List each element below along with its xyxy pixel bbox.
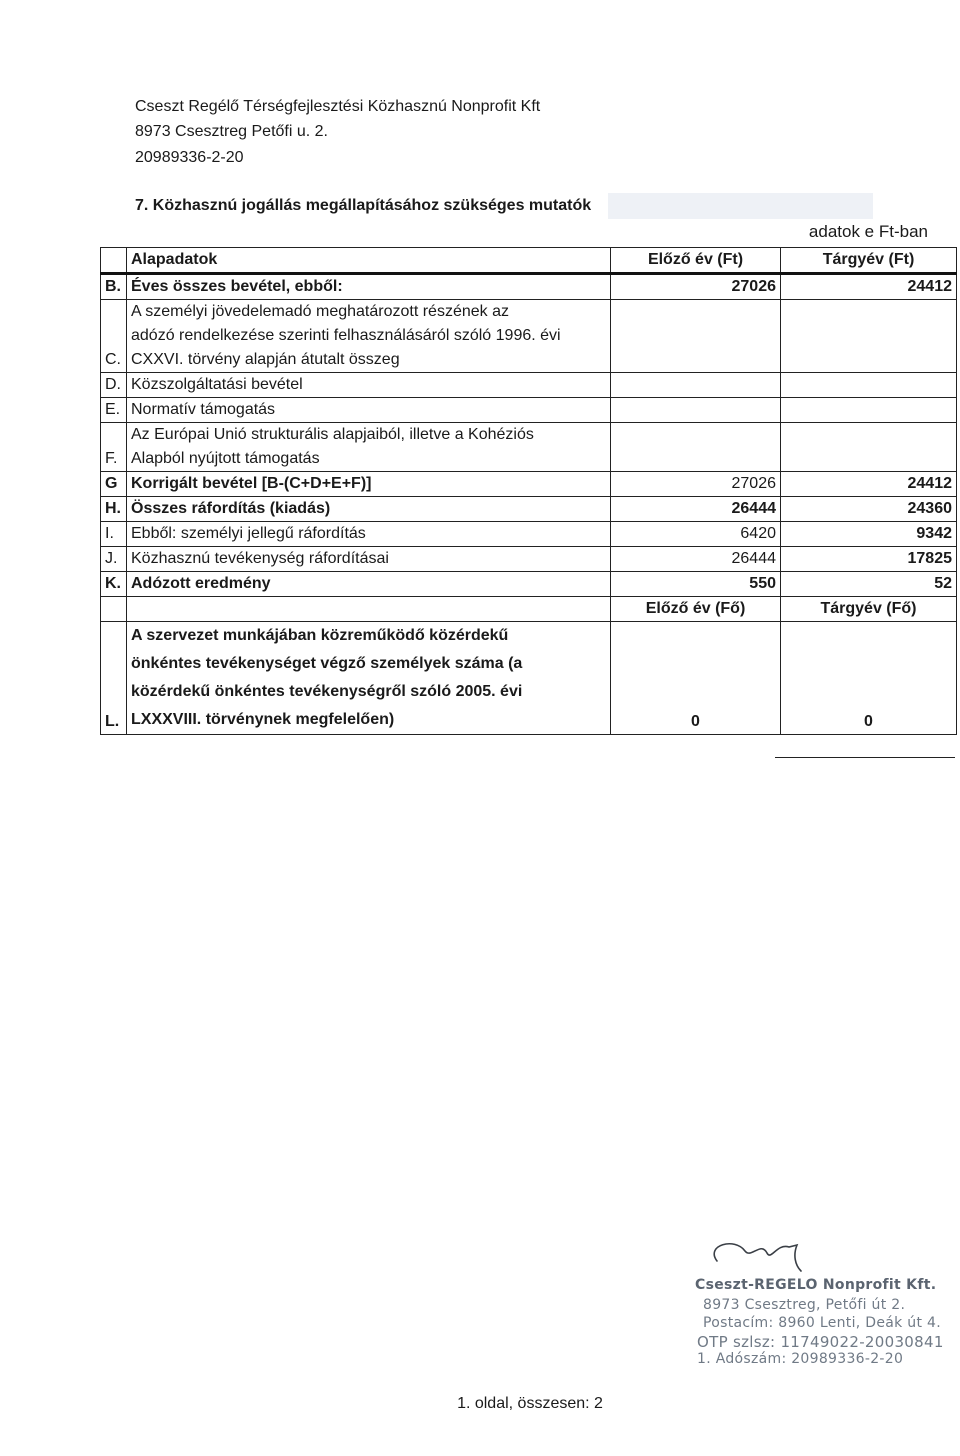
header-label: Alapadatok bbox=[127, 248, 611, 274]
org-tax-id: 20989336-2-20 bbox=[135, 149, 244, 166]
row-label: Éves összes bevétel, ebből: bbox=[127, 274, 611, 300]
table-row-g bbox=[101, 472, 957, 497]
row-code: L. bbox=[101, 622, 127, 735]
row-code: D. bbox=[101, 373, 127, 398]
row-code: I. bbox=[101, 522, 127, 547]
row-code: G bbox=[101, 472, 127, 497]
header-prev-year-persons: Előző év (Fő) bbox=[611, 597, 781, 622]
signature-line bbox=[775, 757, 955, 758]
row-current-value: 24360 bbox=[781, 497, 957, 522]
header-label bbox=[127, 597, 611, 622]
table-row-k bbox=[101, 572, 957, 597]
table-row-l bbox=[101, 622, 957, 735]
row-code: B. bbox=[101, 274, 127, 300]
row-prev-value: 27026 bbox=[611, 274, 781, 300]
row-label: Adózott eredmény bbox=[127, 572, 611, 597]
row-prev-value: 0 bbox=[611, 622, 781, 735]
row-current-value: 9342 bbox=[781, 522, 957, 547]
row-code: F. bbox=[101, 423, 127, 472]
header-current-year-persons: Tárgyév (Fő) bbox=[781, 597, 957, 622]
row-label: Közszolgáltatási bevétel bbox=[127, 373, 611, 398]
org-name: Cseszt Regélő Térségfejlesztési Közhasznú Nonprofit Kft bbox=[135, 98, 541, 115]
company-stamp bbox=[695, 1235, 944, 1385]
table-row-e bbox=[101, 398, 957, 423]
row-current-value: 17825 bbox=[781, 547, 957, 572]
row-current-value bbox=[781, 373, 957, 398]
row-label: Normatív támogatás bbox=[127, 398, 611, 423]
row-prev-value: 550 bbox=[611, 572, 781, 597]
stamp-address: 8973 Csesztreg, Petőfi út 2. bbox=[703, 1297, 906, 1313]
row-prev-value bbox=[611, 373, 781, 398]
page-footer: 1. oldal, összesen: 2 bbox=[457, 1395, 603, 1412]
row-current-value bbox=[781, 423, 957, 472]
table-row-b bbox=[101, 274, 957, 300]
row-current-value bbox=[781, 300, 957, 373]
row-code: E. bbox=[101, 398, 127, 423]
header-current-year: Tárgyév (Ft) bbox=[781, 248, 957, 274]
table-row-h bbox=[101, 497, 957, 522]
row-prev-value bbox=[611, 398, 781, 423]
row-label: Ebből: személyi jellegű ráfordítás bbox=[127, 522, 611, 547]
row-current-value: 0 bbox=[781, 622, 957, 735]
row-prev-value: 6420 bbox=[611, 522, 781, 547]
indicators-table bbox=[100, 247, 957, 735]
stamp-postal-address: Postacím: 8960 Lenti, Deák út 4. bbox=[703, 1315, 941, 1331]
table-header-row bbox=[101, 248, 957, 274]
title-highlight bbox=[608, 193, 873, 219]
units-note: adatok e Ft-ban bbox=[808, 222, 928, 241]
table-row-j bbox=[101, 547, 957, 572]
row-prev-value: 26444 bbox=[611, 497, 781, 522]
row-code: J. bbox=[101, 547, 127, 572]
stamp-org-name: Cseszt-REGELO Nonprofit Kft. bbox=[695, 1277, 937, 1293]
row-prev-value bbox=[611, 300, 781, 373]
row-label: A szervezet munkájában közreműködő közérdekű önkéntes tevékenységet végző személyek száma (a közérdekű önkéntes tevékenységről szóló 2005. évi LXXXVIII. törvénynek megfelelően) bbox=[127, 622, 611, 735]
header-code-cell bbox=[101, 248, 127, 274]
header-code-cell bbox=[101, 597, 127, 622]
stamp-tax-number: 1. Adószám: 20989336-2-20 bbox=[697, 1351, 904, 1367]
row-label: Közhasznú tevékenység ráfordításai bbox=[127, 547, 611, 572]
row-code: K. bbox=[101, 572, 127, 597]
table-row-d bbox=[101, 373, 957, 398]
row-label: Összes ráfordítás (kiadás) bbox=[127, 497, 611, 522]
section-title: 7. Közhasznú jogállás megállapításához szükséges mutatók bbox=[135, 197, 592, 214]
stamp-bank-account: OTP szlsz: 11749022-20030841 bbox=[697, 1333, 944, 1351]
row-prev-value: 26444 bbox=[611, 547, 781, 572]
row-label: A személyi jövedelemadó meghatározott részének az adózó rendelkezése szerinti felhasználásáról szóló 1996. évi CXXVI. törvény alapján átutalt összeg bbox=[127, 300, 611, 373]
table-row-f bbox=[101, 423, 957, 472]
row-code: C. bbox=[101, 300, 127, 373]
row-current-value: 24412 bbox=[781, 274, 957, 300]
table-row-i bbox=[101, 522, 957, 547]
row-label: Az Európai Unió strukturális alapjaiból, illetve a Kohéziós Alapból nyújtott támogatás bbox=[127, 423, 611, 472]
header-prev-year: Előző év (Ft) bbox=[611, 248, 781, 274]
handwritten-signature bbox=[705, 1235, 825, 1275]
table-header-row-persons bbox=[101, 597, 957, 622]
row-label: Korrigált bevétel [B-(C+D+E+F)] bbox=[127, 472, 611, 497]
table-row-c bbox=[101, 300, 957, 373]
row-current-value: 24412 bbox=[781, 472, 957, 497]
row-current-value bbox=[781, 398, 957, 423]
row-prev-value: 27026 bbox=[611, 472, 781, 497]
row-prev-value bbox=[611, 423, 781, 472]
row-code: H. bbox=[101, 497, 127, 522]
org-address: 8973 Csesztreg Petőfi u. 2. bbox=[135, 123, 328, 140]
row-current-value: 52 bbox=[781, 572, 957, 597]
